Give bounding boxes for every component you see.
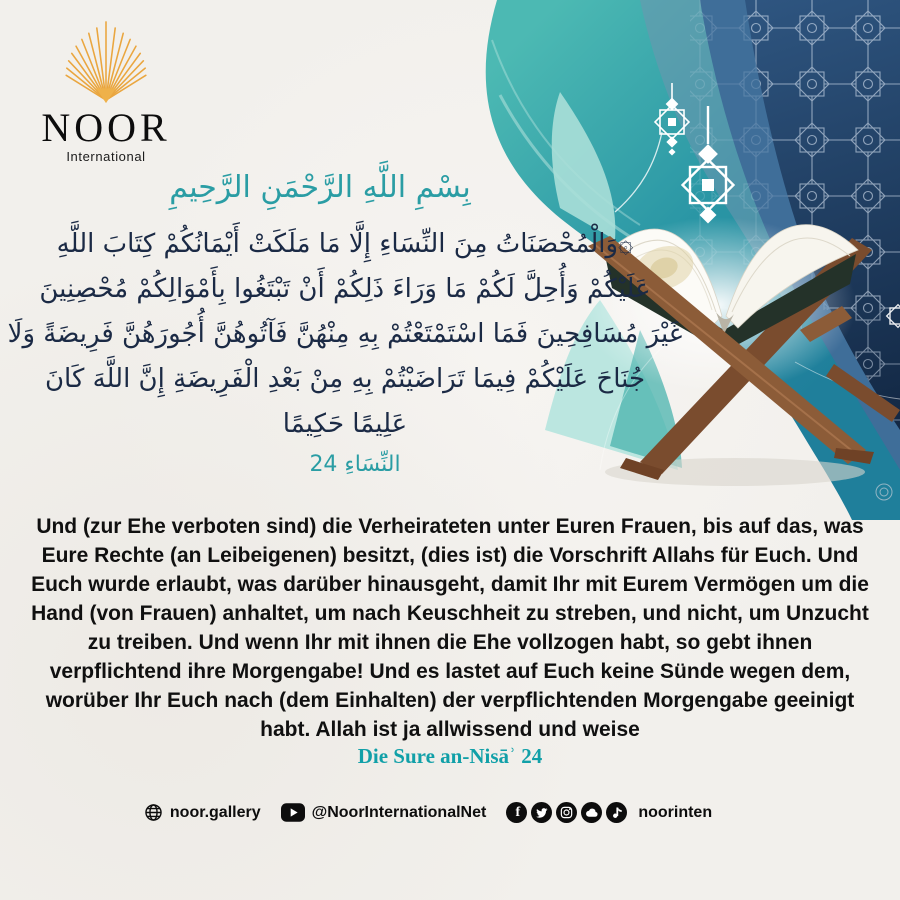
- youtube-item: [281, 803, 487, 822]
- social-icons-group: [506, 802, 712, 823]
- verse-line: عَلَيْكُمْ وَأُحِلَّ لَكُمْ مَا وَرَاءَ ذَلِكُمْ أَنْ تَبْتَغُوا بِأَمْوَالِكُمْ مُحْصِنِينَ: [39, 274, 651, 304]
- brand-logo: [18, 16, 194, 164]
- surah-reference-arabic: النِّسَاءِ 24: [309, 452, 401, 477]
- verse-line: عَلِيمًا حَكِيمًا: [282, 409, 408, 439]
- quran-verse-arabic: [0, 222, 690, 447]
- youtube-icon: [281, 803, 305, 822]
- website-text: noor.gallery: [169, 803, 261, 821]
- golden-rays-fan-icon: [54, 16, 158, 106]
- cloud-icon: [581, 802, 602, 823]
- website-item: [144, 803, 261, 822]
- youtube-handle-text: @NoorInternationalNet: [311, 803, 487, 821]
- globe-icon: [144, 803, 163, 822]
- facebook-f-glyph: f: [515, 804, 521, 820]
- tiktok-icon: [606, 802, 627, 823]
- translation-source: Die Sure an-Nisāʾ 24: [357, 744, 543, 768]
- facebook-icon: [506, 802, 527, 823]
- brand-subtitle: International: [66, 149, 146, 164]
- verse-line: ۞وَالْمُحْصَنَاتُ مِنَ النِّسَاءِ إِلَّا مَا مَلَكَتْ أَيْمَانُكُمْ كِتَابَ اللَّهِ: [56, 229, 634, 259]
- verse-line: جُنَاحَ عَلَيْكُمْ فِيمَا تَرَاضَيْتُمْ بِهِ مِنْ بَعْدِ الْفَرِيضَةِ إِنَّ اللَّهَ كَانَ: [44, 364, 646, 394]
- social-handle-text: noorinten: [638, 803, 713, 821]
- instagram-icon: [556, 802, 577, 823]
- german-translation: Und (zur Ehe verboten sind) die Verheirateten unter Euren Frauen, bis auf das, was Eure Rechte (an Leibeigenen) besitzt, (dies ist) die Vorschrift Allahs für Euch. Und Euch wurde erlaubt, was darüber hinausgeht, damit Ihr mit Eurem Vermögen um die Hand (von Frauen) anhaltet, um nach Keuschheit zu streben, und nicht, um Unzucht zu treiben. Und wenn Ihr mit ihnen die Ehe vollzogen habt, so gebt ihnen verpflichtend ihre Morgengabe! Und es lastet auf Euch keine Sünde wegen dem, worüber Ihr Euch nach (dem Einhalten) der verpflichtenden Morgengabe geeinigt habt. Allah ist ja allwissend und weise: [31, 515, 869, 741]
- brand-name: NOOR: [41, 105, 171, 150]
- footer-social-bar: [0, 802, 878, 823]
- bismillah-calligraphy: بِسْمِ اللَّهِ الرَّحْمَنِ الرَّحِيمِ: [169, 170, 471, 205]
- verse-line: غَيْرَ مُسَافِحِينَ فَمَا اسْتَمْتَعْتُمْ بِهِ مِنْهُنَّ فَآتُوهُنَّ أُجُورَهُنَّ فَرِيضَةً وَلَا: [7, 319, 683, 349]
- twitter-icon: [531, 802, 552, 823]
